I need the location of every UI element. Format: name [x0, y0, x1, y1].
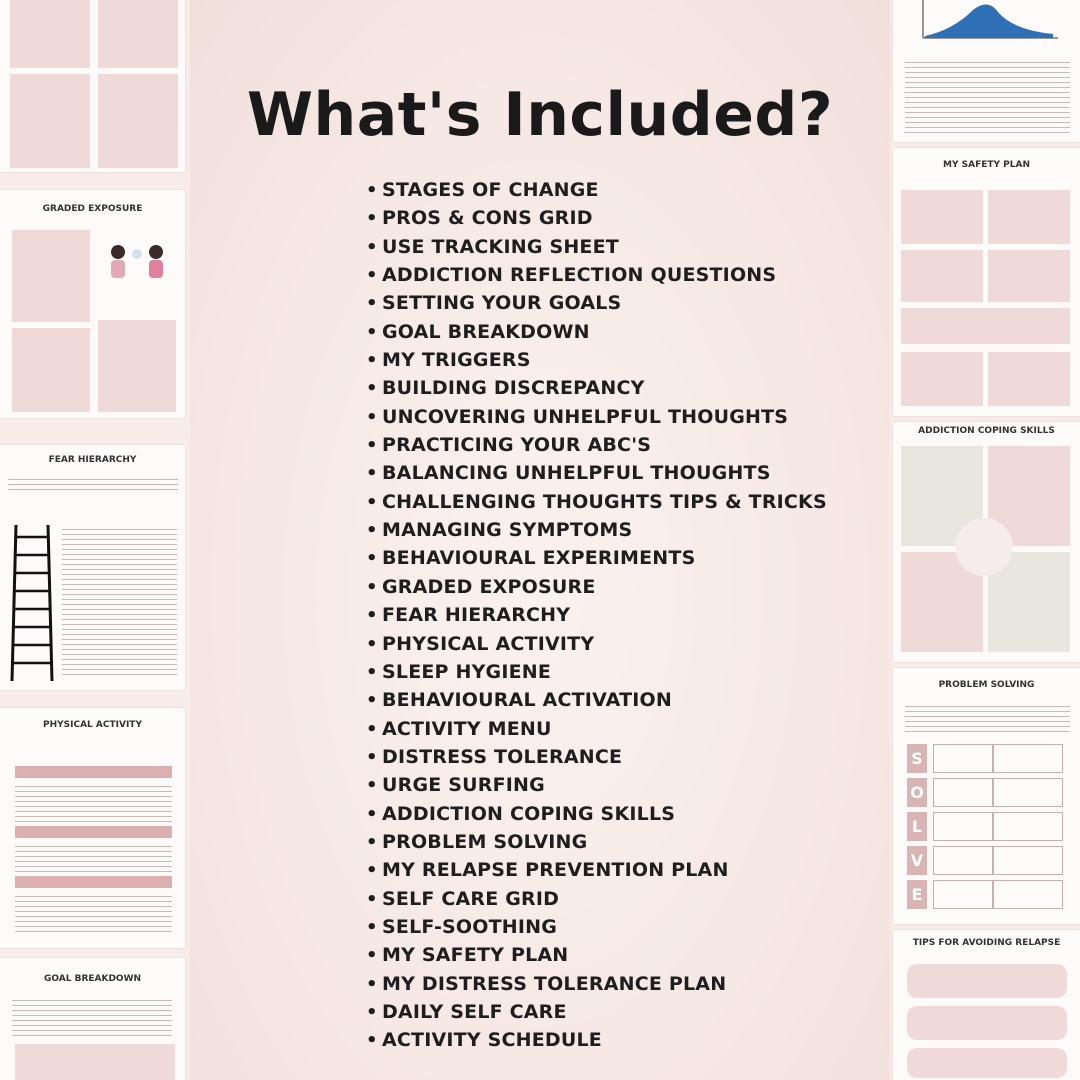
- solve-answer-box: [993, 812, 1063, 841]
- solve-step-box: [933, 812, 993, 841]
- preview-title: PROBLEM SOLVING: [938, 680, 1035, 690]
- preview-graded-exposure: [0, 190, 185, 418]
- list-item: • ACTIVITY MENU: [366, 715, 827, 743]
- list-item: • UNCOVERING UNHELPFUL THOUGHTS: [366, 403, 827, 431]
- preview-title: FEAR HIERARCHY: [48, 455, 137, 465]
- list-item: • SLEEP HYGIENE: [366, 658, 827, 686]
- solve-letter: V: [907, 846, 927, 875]
- list-item: • SELF CARE GRID: [366, 885, 827, 913]
- preview-problem-solving: [893, 668, 1080, 924]
- list-item: • BEHAVIOURAL ACTIVATION: [366, 686, 827, 714]
- ladder-illustration: [10, 523, 54, 683]
- list-item: • MY TRIGGERS: [366, 346, 827, 374]
- list-item: • DAILY SELF CARE: [366, 998, 827, 1026]
- list-item: • DISTRESS TOLERANCE: [366, 743, 827, 771]
- solve-answer-box: [993, 778, 1063, 807]
- list-item: • URGE SURFING: [366, 771, 827, 799]
- list-item: • BUILDING DISCREPANCY: [366, 374, 827, 402]
- preview-safety-plan: [893, 148, 1080, 416]
- list-item: • SETTING YOUR GOALS: [366, 289, 827, 317]
- solve-answer-box: [993, 846, 1063, 875]
- preview-goal-breakdown: [0, 958, 185, 1080]
- preview-physical-activity: [0, 708, 185, 948]
- list-item: • MANAGING SYMPTOMS: [366, 516, 827, 544]
- list-item: • MY SAFETY PLAN: [366, 941, 827, 969]
- list-item: • MY DISTRESS TOLERANCE PLAN: [366, 970, 827, 998]
- list-item: • PRACTICING YOUR ABC'S: [366, 431, 827, 459]
- list-item: • PHYSICAL ACTIVITY: [366, 630, 827, 658]
- list-item: • SELF-SOOTHING: [366, 913, 827, 941]
- list-item: • BEHAVIOURAL EXPERIMENTS: [366, 544, 827, 572]
- solve-step-box: [933, 880, 993, 909]
- list-item: • PROBLEM SOLVING: [366, 828, 827, 856]
- solve-step-box: [933, 846, 993, 875]
- preview-urge-surfing: [893, 0, 1080, 142]
- page-title: What's Included?: [246, 80, 834, 150]
- solve-letter: O: [907, 778, 927, 807]
- list-item: • USE TRACKING SHEET: [366, 233, 827, 261]
- list-item: • FEAR HIERARCHY: [366, 601, 827, 629]
- list-item: • ADDICTION REFLECTION QUESTIONS: [366, 261, 827, 289]
- preview-coping-skills: [893, 422, 1080, 662]
- list-item: • ACTIVITY SCHEDULE: [366, 1026, 827, 1054]
- solve-step-box: [933, 744, 993, 773]
- preview-tips-relapse: [893, 930, 1080, 1080]
- solve-letter: S: [907, 744, 927, 773]
- included-items-list: [366, 176, 827, 1055]
- solve-letter: L: [907, 812, 927, 841]
- list-item: • BALANCING UNHELPFUL THOUGHTS: [366, 459, 827, 487]
- preview-title: GRADED EXPOSURE: [42, 204, 143, 214]
- list-item: • GOAL BREAKDOWN: [366, 318, 827, 346]
- center-circle: [955, 518, 1013, 576]
- preview-title: GOAL BREAKDOWN: [43, 974, 142, 984]
- illustration: [98, 234, 176, 294]
- list-item: • GRADED EXPOSURE: [366, 573, 827, 601]
- preview-title: PHYSICAL ACTIVITY: [43, 720, 142, 730]
- list-item: • STAGES OF CHANGE: [366, 176, 827, 204]
- list-item: • MY RELAPSE PREVENTION PLAN: [366, 856, 827, 884]
- preview-title: MY SAFETY PLAN: [943, 160, 1030, 170]
- preview-top-left: [0, 0, 185, 172]
- solve-answer-box: [993, 744, 1063, 773]
- solve-step-box: [933, 778, 993, 807]
- preview-fear-hierarchy: [0, 445, 185, 690]
- solve-letter: E: [907, 880, 927, 909]
- list-item: • ADDICTION COPING SKILLS: [366, 800, 827, 828]
- preview-title: ADDICTION COPING SKILLS: [918, 426, 1055, 436]
- wave-chart-illustration: [913, 0, 1063, 44]
- list-item: • CHALLENGING THOUGHTS TIPS & TRICKS: [366, 488, 827, 516]
- preview-title: TIPS FOR AVOIDING RELAPSE: [912, 938, 1061, 948]
- list-item: • PROS & CONS GRID: [366, 204, 827, 232]
- solve-answer-box: [993, 880, 1063, 909]
